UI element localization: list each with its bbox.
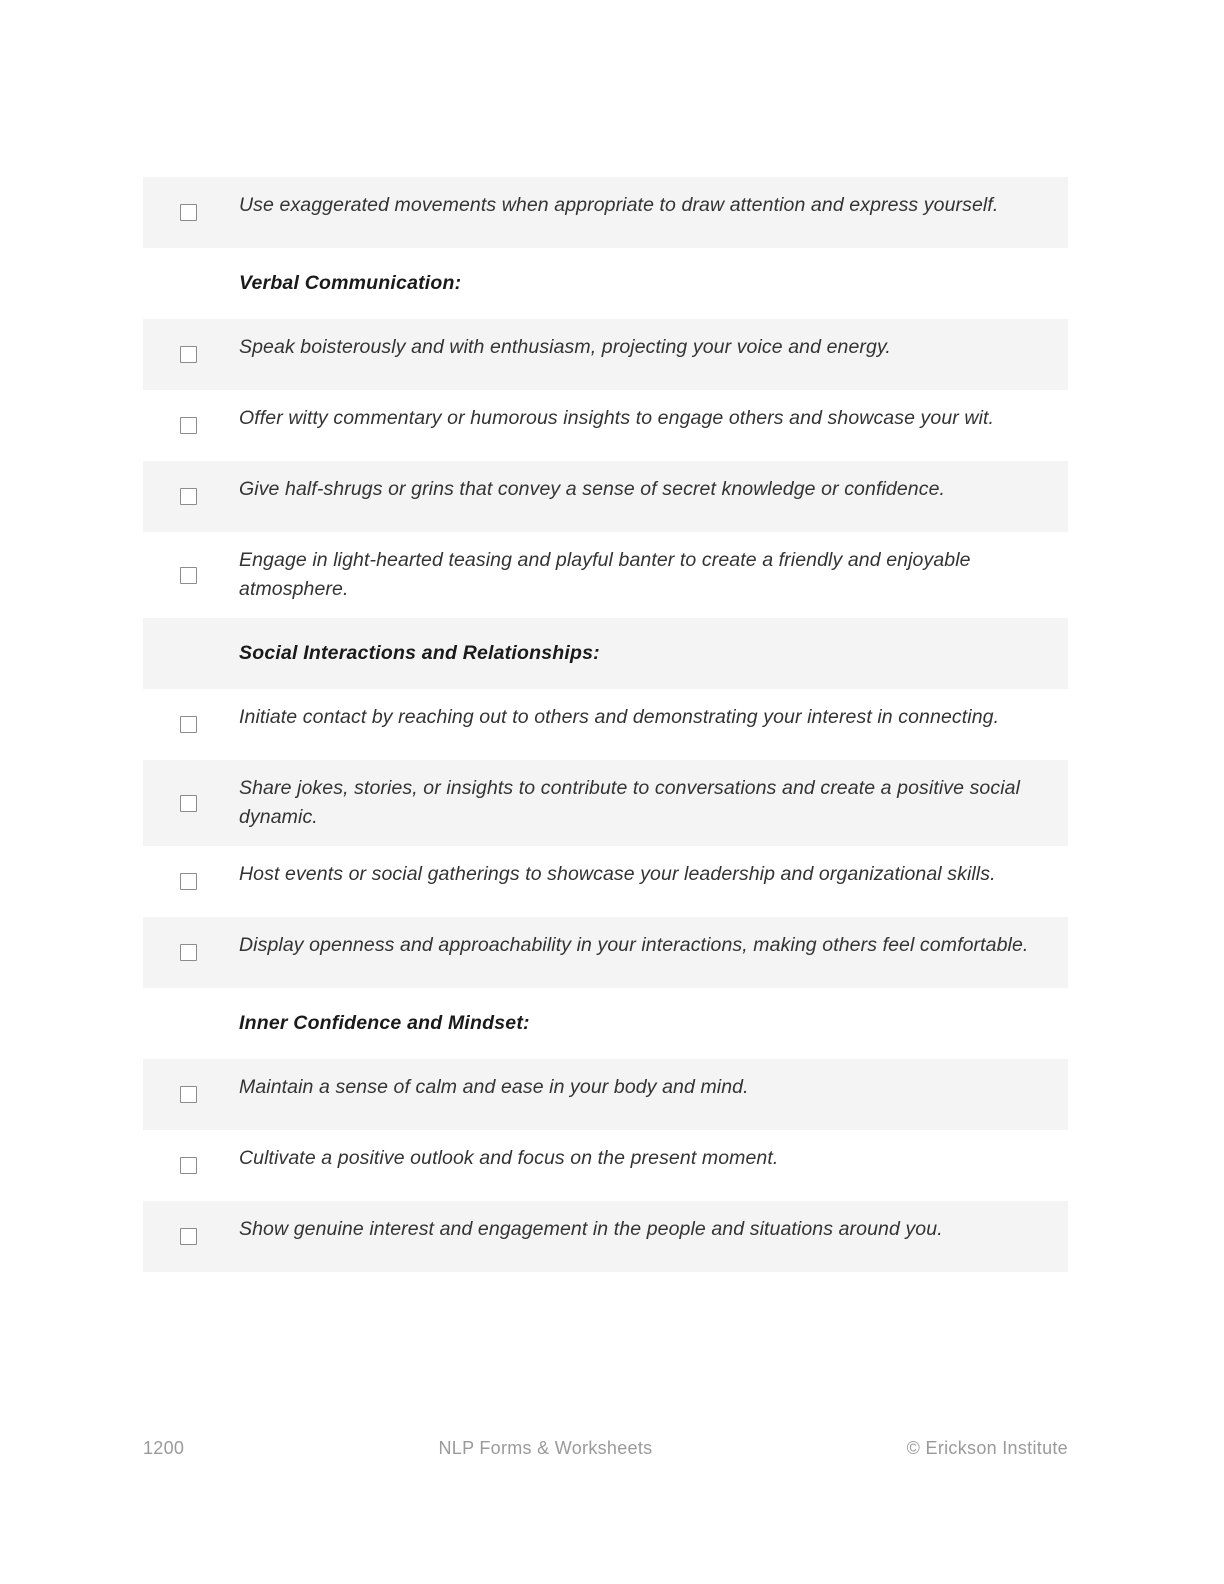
section-heading-cell	[239, 618, 1068, 688]
section-heading-row	[143, 988, 1068, 1059]
checklist-item-label: Offer witty commentary or humorous insights to engage others and showcase your wit.	[239, 407, 995, 429]
checklist-row[interactable]	[143, 689, 1068, 760]
checkbox-icon[interactable]	[180, 204, 197, 221]
checklist-item-label: Share jokes, stories, or insights to contribute to conversations and create a positive social dynamic.	[239, 777, 1021, 828]
checklist-row[interactable]	[143, 177, 1068, 248]
checkbox-cell	[143, 532, 239, 618]
checkbox-cell	[143, 1130, 239, 1201]
checklist-row[interactable]	[143, 390, 1068, 461]
page-footer	[143, 1433, 1068, 1463]
checklist-item-label: Host events or social gatherings to showcase your leadership and organizational skills.	[239, 863, 996, 885]
checkbox-icon[interactable]	[180, 873, 197, 890]
checkbox-icon[interactable]	[180, 567, 197, 584]
checklist-item-label: Use exaggerated movements when appropriate to draw attention and express yourself.	[239, 194, 999, 216]
checkbox-icon[interactable]	[180, 488, 197, 505]
checkbox-cell	[143, 390, 239, 461]
footer-copyright: © Erickson Institute	[906, 1438, 1068, 1458]
checkbox-cell	[143, 319, 239, 390]
checklist-item-label: Cultivate a positive outlook and focus on the present moment.	[239, 1147, 779, 1169]
checklist-text-cell	[239, 1130, 1068, 1187]
checklist-text-cell	[239, 177, 1068, 234]
checklist-row[interactable]	[143, 846, 1068, 917]
checkbox-cell	[143, 846, 239, 917]
checklist-item-label: Maintain a sense of calm and ease in your body and mind.	[239, 1076, 749, 1098]
section-heading-row	[143, 248, 1068, 319]
footer-page-number: 1200	[143, 1438, 185, 1458]
checkbox-icon[interactable]	[180, 795, 197, 812]
checklist-table	[143, 177, 1068, 1272]
checklist-item-label: Display openness and approachability in your interactions, making others feel comfortable.	[239, 934, 1029, 956]
checklist-text-cell	[239, 1201, 1068, 1258]
checkbox-cell	[143, 1201, 239, 1272]
checkbox-icon[interactable]	[180, 346, 197, 363]
checklist-row[interactable]	[143, 917, 1068, 988]
checklist-item-label: Engage in light-hearted teasing and playful banter to create a friendly and enjoyable atmosphere.	[239, 549, 971, 600]
checkbox-icon[interactable]	[180, 1086, 197, 1103]
checklist-item-label: Show genuine interest and engagement in the people and situations around you.	[239, 1218, 943, 1240]
checklist-row[interactable]	[143, 1130, 1068, 1201]
checkbox-cell	[143, 177, 239, 248]
checklist-row[interactable]	[143, 1059, 1068, 1130]
checkbox-icon[interactable]	[180, 1228, 197, 1245]
section-heading-cell	[239, 988, 1068, 1058]
checklist-row[interactable]	[143, 760, 1068, 846]
checkbox-cell	[143, 461, 239, 532]
section-heading-cell	[239, 248, 1068, 318]
checklist-text-cell	[239, 1059, 1068, 1116]
checklist-item-label: Initiate contact by reaching out to others and demonstrating your interest in connecting.	[239, 706, 1000, 728]
checklist-text-cell	[239, 846, 1068, 903]
checklist-row[interactable]	[143, 319, 1068, 390]
checkbox-icon[interactable]	[180, 1157, 197, 1174]
checklist-text-cell	[239, 461, 1068, 518]
checklist-item-label: Speak boisterously and with enthusiasm, projecting your voice and energy.	[239, 336, 891, 358]
checkbox-cell	[143, 689, 239, 760]
checklist-text-cell	[239, 390, 1068, 447]
checkbox-cell	[143, 917, 239, 988]
checklist-text-cell	[239, 532, 1068, 618]
section-heading-row	[143, 618, 1068, 689]
checklist-row[interactable]	[143, 532, 1068, 618]
section-heading-label: Social Interactions and Relationships:	[239, 642, 600, 664]
checkbox-cell	[143, 760, 239, 846]
section-heading-label: Verbal Communication:	[239, 272, 462, 294]
checklist-item-label: Give half-shrugs or grins that convey a sense of secret knowledge or confidence.	[239, 478, 946, 500]
checkbox-icon[interactable]	[180, 716, 197, 733]
checklist-text-cell	[239, 760, 1068, 846]
checkbox-icon[interactable]	[180, 417, 197, 434]
checkbox-icon[interactable]	[180, 944, 197, 961]
section-heading-label: Inner Confidence and Mindset:	[239, 1012, 530, 1034]
checklist-text-cell	[239, 319, 1068, 376]
checklist-text-cell	[239, 689, 1068, 746]
checklist-row[interactable]	[143, 461, 1068, 532]
checklist-text-cell	[239, 917, 1068, 974]
checkbox-cell	[143, 1059, 239, 1130]
footer-document-title: NLP Forms & Worksheets	[438, 1438, 653, 1458]
checklist-row[interactable]	[143, 1201, 1068, 1272]
